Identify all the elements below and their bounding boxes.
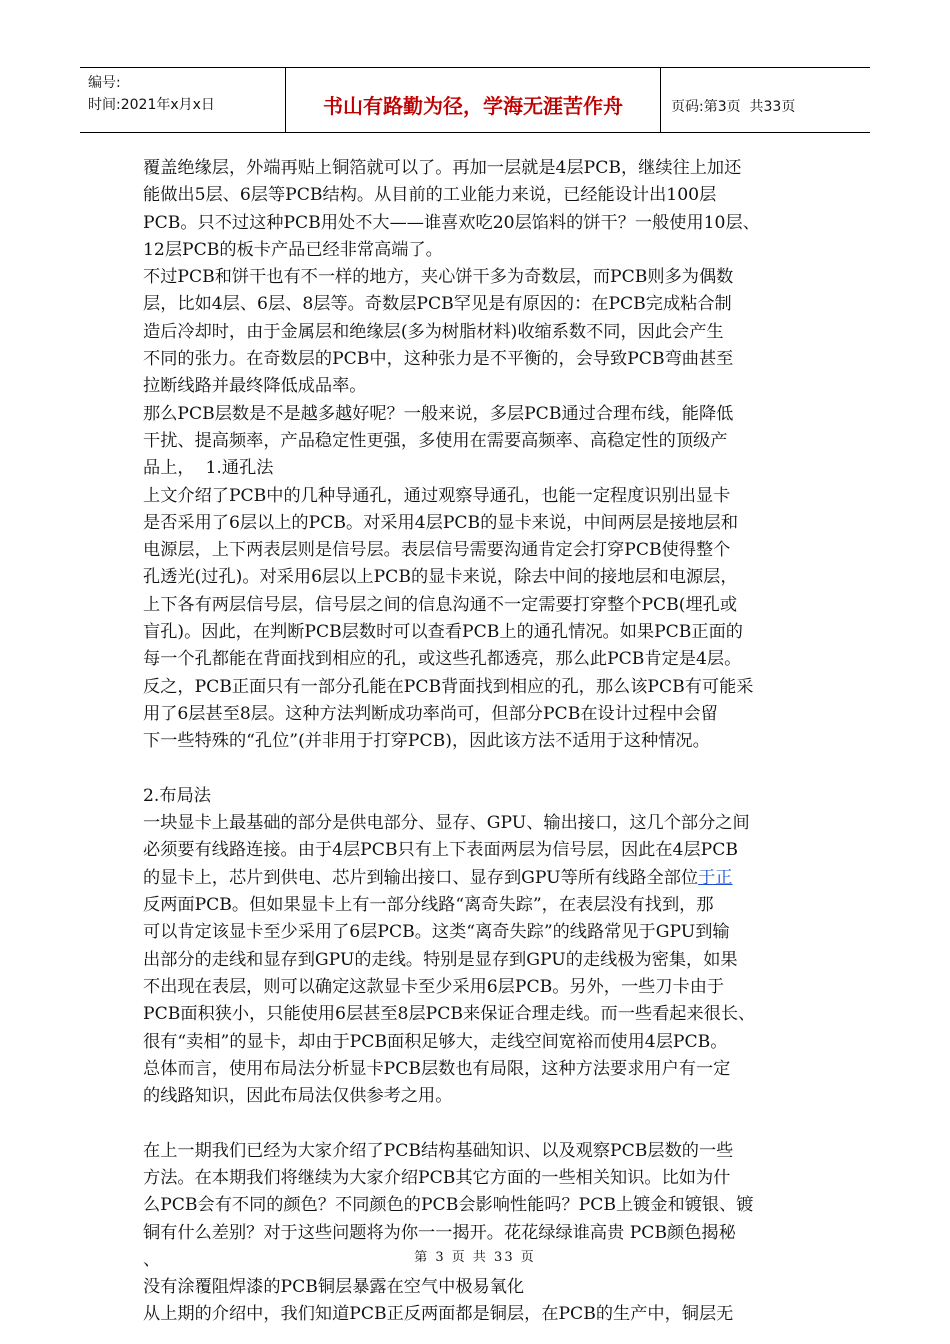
text-line-content: 盲孔)。因此，在判断PCB层数时可以查看PCB上的通孔情况。如果PCB正面的 <box>143 622 743 643</box>
text-line-content: 没有涂覆阻焊漆的PCB铜层暴露在空气中极易氧化 <box>143 1277 525 1298</box>
text-line <box>143 865 823 892</box>
text-line <box>143 1301 823 1328</box>
header-page-cell <box>661 68 870 132</box>
text-line <box>143 264 823 291</box>
text-line-content: 造后冷却时，由于金属层和绝缘层(多为树脂材料)收缩系数不同，因此会产生 <box>143 321 724 342</box>
text-line <box>143 619 823 646</box>
text-line-content: 2.布局法 <box>143 785 211 806</box>
text-line-content: 孔透光(过孔)。对采用6层以上PCB的显卡来说，除去中间的接地层和电源层， <box>143 567 738 588</box>
text-line <box>143 564 823 591</box>
text-line-content: 总体而言，使用布局法分析显卡PCB层数也有局限，这种方法要求用户有一定 <box>143 1058 731 1079</box>
blank-line <box>143 756 823 783</box>
text-line-content: 上下各有两层信号层，信号层之间的信息沟通不一定需要打穿整个PCB(埋孔或 <box>143 594 738 615</box>
text-line <box>143 701 823 728</box>
text-line-content: 方法。在本期我们将继续为大家介绍PCB其它方面的一些相关知识。比如为什 <box>143 1167 731 1188</box>
text-line <box>143 1029 823 1056</box>
header-meta <box>80 68 286 132</box>
text-line <box>143 373 823 400</box>
text-line-content: 干扰、提高频率，产品稳定性更强，多使用在需要高频率、高稳定性的顶级产 <box>143 430 728 451</box>
text-line-content: 反两面PCB。但如果显卡上有一部分线路“离奇失踪”，在表层没有找到，那 <box>143 895 714 916</box>
text-line <box>143 674 823 701</box>
text-line-content: 覆盖绝缘层，外端再贴上铜箔就可以了。再加一层就是4层PCB，继续往上加还 <box>143 158 742 178</box>
text-line-content: PCB面积狭小，只能使用6层甚至8层PCB来保证合理走线。而一些看起来很长、 <box>143 1004 756 1025</box>
text-line <box>143 510 823 537</box>
text-line-content: 拉断线路并最终降低成品率。 <box>143 376 367 397</box>
text-line <box>143 1165 823 1192</box>
page-label: 页码:第3页 共33页 <box>671 99 796 115</box>
text-line <box>143 483 823 510</box>
hyperlink[interactable]: 于正 <box>698 867 733 888</box>
text-line-content: PCB。只不过这种PCB用处不大——谁喜欢吃20层馅料的饼干？一般使用10层、 <box>143 212 760 233</box>
text-line <box>143 401 823 428</box>
text-line-content: 每一个孔都能在背面找到相应的孔，或这些孔都透亮，那么此PCB肯定是4层。 <box>143 649 742 670</box>
text-line <box>143 646 823 673</box>
text-line <box>143 728 823 755</box>
text-line <box>143 455 823 482</box>
text-line <box>143 537 823 564</box>
text-line-content: 必须要有线路连接。由于4层PCB只有上下表面两层为信号层，因此在4层PCB <box>143 840 739 861</box>
text-line <box>143 155 823 182</box>
page-header <box>80 67 870 133</box>
text-line <box>143 319 823 346</box>
text-line <box>143 1001 823 1028</box>
text-line <box>143 837 823 864</box>
text-line-content: 能做出5层、6层等PCB结构。从目前的工业能力来说，已经能设计出100层 <box>143 185 717 206</box>
text-line-content: 电源层，上下两表层则是信号层。表层信号需要沟通肯定会打穿PCB使得整个 <box>143 540 731 561</box>
text-line <box>143 919 823 946</box>
text-line <box>143 182 823 209</box>
header-motto-cell <box>286 68 661 132</box>
text-line-content: 在上一期我们已经为大家介绍了PCB结构基础知识、以及观察PCB层数的一些 <box>143 1140 734 1161</box>
text-line-content: 不过PCB和饼干也有不一样的地方，夹心饼干多为奇数层，而PCB则多为偶数 <box>143 267 734 288</box>
motto: 书山有路勤为径，学海无涯苦作舟 <box>323 94 623 118</box>
text-line <box>143 1220 823 1247</box>
document-body <box>143 155 823 1329</box>
text-line-content: 反之，PCB正面只有一部分孔能在PCB背面找到相应的孔，那么该PCB有可能采 <box>143 676 754 697</box>
text-line-content: 12层PCB的板卡产品已经非常高端了。 <box>143 239 443 260</box>
text-line <box>143 1192 823 1219</box>
text-line-content: 是否采用了6层以上的PCB。对采用4层PCB的显卡来说，中间两层是接地层和 <box>143 512 739 533</box>
text-line-content: 一块显卡上最基础的部分是供电部分、显存、GPU、输出接口，这几个部分之间 <box>143 813 750 834</box>
text-line <box>143 783 823 810</box>
number-label: 编号: <box>88 75 121 91</box>
text-line-content: 从上期的介绍中，我们知道PCB正反两面都是铜层，在PCB的生产中，铜层无 <box>143 1304 734 1325</box>
text-line <box>143 210 823 237</box>
date-label: 时间:2021年x月x日 <box>88 97 215 113</box>
text-line-content: 可以肯定该显卡至少采用了6层PCB。这类“离奇失踪”的线路常见于GPU到输 <box>143 922 730 943</box>
text-line-content: 么PCB会有不同的颜色？不同颜色的PCB会影响性能吗？PCB上镀金和镀银、镀 <box>143 1195 754 1216</box>
text-line-content: 出部分的走线和显存到GPU的走线。特别是显存到GPU的走线极为密集，如果 <box>143 949 738 970</box>
text-line-content: 品上， 1.通孔法 <box>143 458 274 479</box>
text-line-content: 很有“卖相”的显卡，却由于PCB面积足够大，走线空间宽裕而使用4层PCB。 <box>143 1031 728 1052</box>
text-line-content: 那么PCB层数是不是越多越好呢？一般来说，多层PCB通过合理布线，能降低 <box>143 403 734 424</box>
text-line <box>143 974 823 1001</box>
blank-line <box>143 1110 823 1137</box>
page-footer: 第 3 页 共 33 页 <box>414 1250 536 1265</box>
text-line <box>143 1138 823 1165</box>
text-line-content: 、 <box>143 1249 161 1270</box>
text-line <box>143 1056 823 1083</box>
text-line <box>143 346 823 373</box>
text-line-content: 不同的张力。在奇数层的PCB中，这种张力是不平衡的，会导致PCB弯曲甚至 <box>143 349 734 370</box>
text-line-content: 上文介绍了PCB中的几种导通孔，通过观察导通孔，也能一定程度识别出显卡 <box>143 485 731 506</box>
text-line <box>143 291 823 318</box>
text-line-content: 不出现在表层，则可以确定这款显卡至少采用6层PCB。另外，一些刀卡由于 <box>143 976 725 997</box>
text-line <box>143 810 823 837</box>
text-line-content: 层，比如4层、6层、8层等。奇数层PCB罕见是有原因的：在PCB完成粘合制 <box>143 294 732 315</box>
text-line-content: 用了6层甚至8层。这种方法判断成功率尚可，但部分PCB在设计过程中会留 <box>143 703 718 724</box>
text-line <box>143 1274 823 1301</box>
text-line <box>143 1083 823 1110</box>
text-line <box>143 428 823 455</box>
text-line <box>143 592 823 619</box>
text-line-content: 的显卡上，芯片到供电、芯片到输出接口、显存到GPU等所有线路全部位 <box>143 867 699 888</box>
text-line-content: 的线路知识，因此布局法仅供参考之用。 <box>143 1086 453 1107</box>
text-line <box>143 237 823 264</box>
text-line <box>143 947 823 974</box>
text-line <box>143 892 823 919</box>
text-line-content: 下一些特殊的“孔位”(并非用于打穿PCB)，因此该方法不适用于这种情况。 <box>143 731 710 752</box>
text-line-content: 铜有什么差别？对于这些问题将为你一一揭开。花花绿绿谁高贵 PCB颜色揭秘 <box>143 1222 736 1243</box>
